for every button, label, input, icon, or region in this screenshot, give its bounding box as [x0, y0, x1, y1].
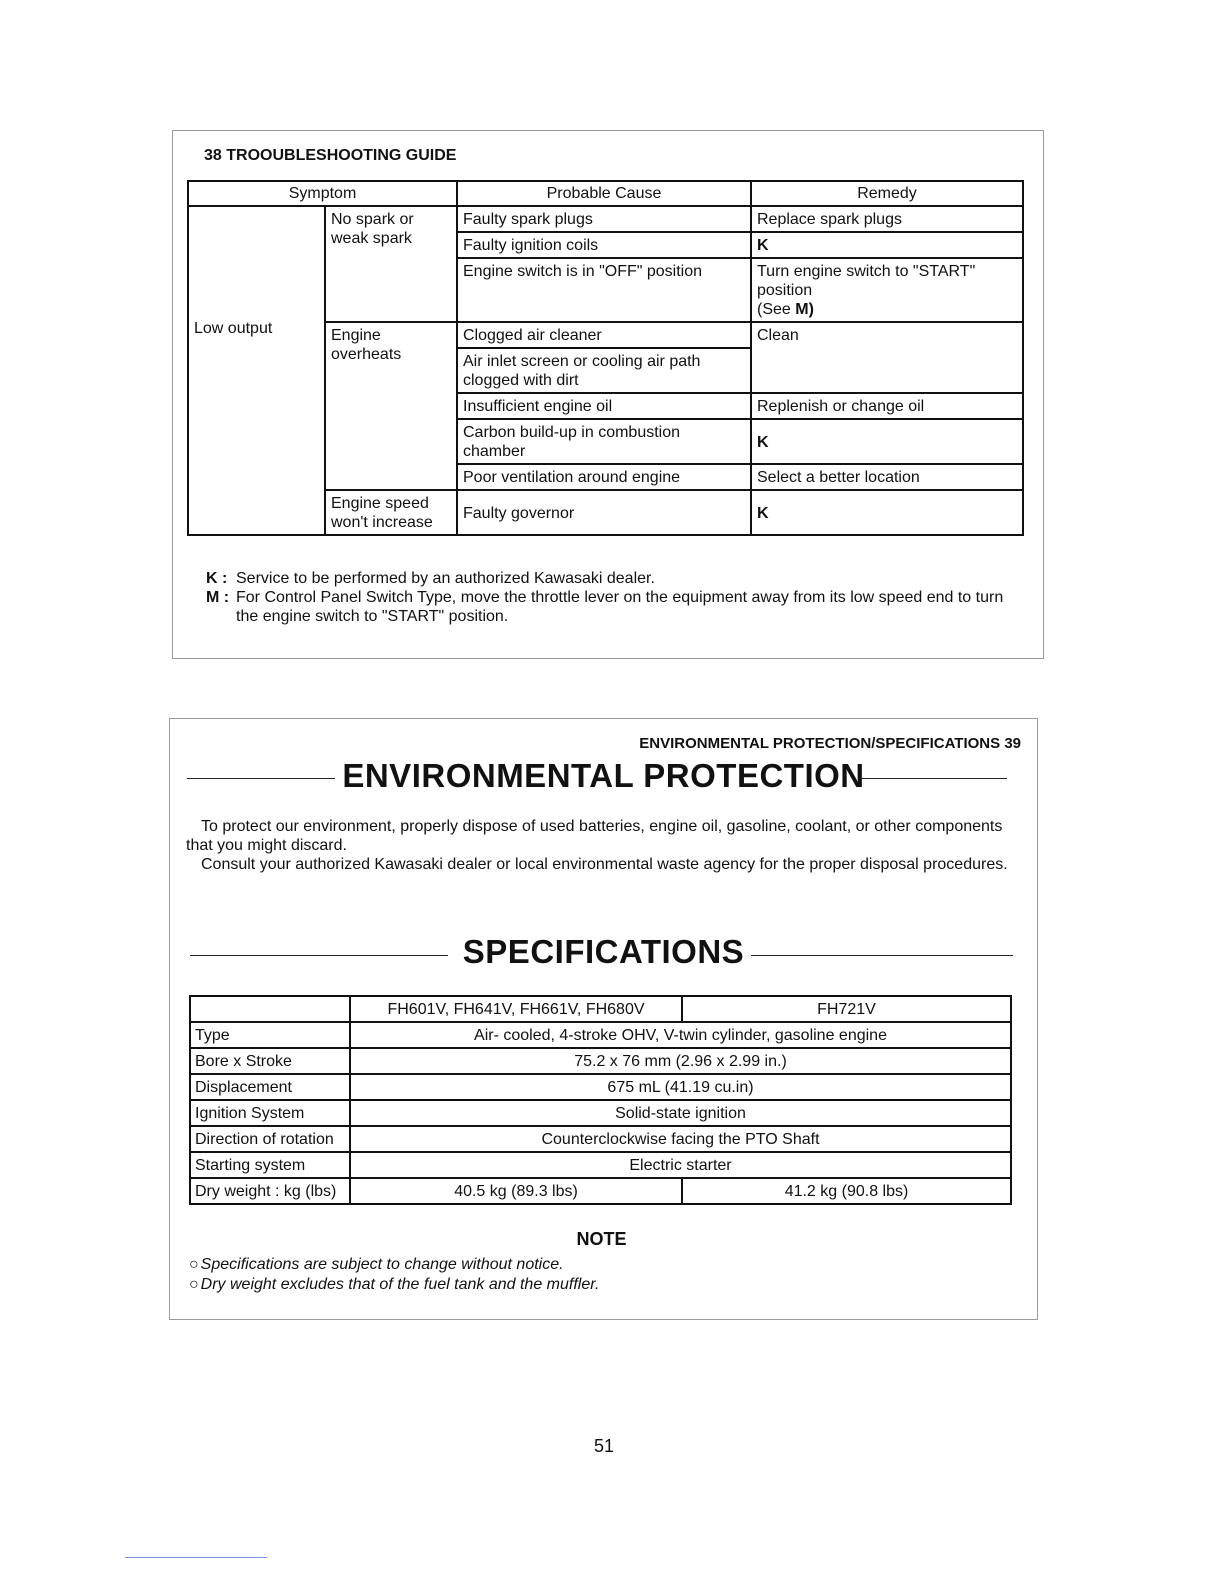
env-text	[186, 817, 1016, 874]
remedy-better-location: Select a better location	[751, 464, 1023, 490]
env-specs-panel	[169, 718, 1038, 1320]
table-row	[190, 1074, 1011, 1100]
title-rule-right	[859, 778, 1007, 779]
blank-header-cell	[190, 996, 350, 1022]
spec-value: Solid-state ignition	[350, 1100, 1011, 1126]
table-row	[190, 1126, 1011, 1152]
remedy-turn-switch-cell	[751, 258, 1023, 322]
note-item	[189, 1275, 599, 1295]
page-number: 51	[594, 1436, 615, 1456]
table-row	[190, 1178, 1011, 1204]
header-symptom: Symptom	[188, 181, 457, 206]
symptom-no-spark: No spark or weak spark	[325, 206, 457, 322]
cause-poor-ventilation: Poor ventilation around engine	[457, 464, 751, 490]
symptom-overheats: Engine overheats	[325, 322, 457, 490]
note-list	[189, 1255, 599, 1295]
spec-label: Type	[190, 1022, 350, 1048]
see-m-prefix: (See	[757, 301, 796, 318]
spec-value: 40.5 kg (89.3 lbs)	[350, 1178, 682, 1204]
table-header-row	[190, 996, 1011, 1022]
remedy-dealer-k: K	[751, 232, 1023, 258]
spec-label: Ignition System	[190, 1100, 350, 1126]
table-header-row	[188, 181, 1023, 206]
remedy-clean: Clean	[751, 322, 1023, 393]
note-m	[206, 588, 1026, 626]
cause-faulty-governor: Faulty governor	[457, 490, 751, 535]
header-probable-cause: Probable Cause	[457, 181, 751, 206]
env-paragraph-2: Consult your authorized Kawasaki dealer or local environmental waste agency for the proper disposal procedures.	[201, 856, 1008, 873]
env-paragraph-1: To protect our environment, properly dispose of used batteries, engine oil, gasoline, coolant, or other components that you might discard.	[186, 818, 1003, 854]
spec-value: 675 mL (41.19 cu.in)	[350, 1074, 1011, 1100]
note-text: Specifications are subject to change without notice.	[200, 1256, 564, 1273]
table-row	[188, 206, 1023, 232]
troubleshooting-table	[187, 180, 1024, 536]
env-title: ENVIRONMENTAL PROTECTION	[342, 757, 865, 794]
note-item	[189, 1255, 599, 1275]
see-m-key: M	[795, 301, 809, 318]
note-k	[206, 569, 1026, 588]
specs-title: SPECIFICATIONS	[462, 933, 745, 970]
spec-value: Air- cooled, 4-stroke OHV, V-twin cylinder, gasoline engine	[350, 1022, 1011, 1048]
symptom-category-cell	[188, 206, 325, 535]
remedy-dealer-k: K	[751, 419, 1023, 464]
cause-switch-off: Engine switch is in "OFF" position	[457, 258, 751, 322]
model-group-2: FH721V	[682, 996, 1011, 1022]
spec-label: Dry weight : kg (lbs)	[190, 1178, 350, 1204]
note-text: Dry weight excludes that of the fuel tank and the muffler.	[200, 1276, 600, 1293]
spec-value: 41.2 kg (90.8 lbs)	[682, 1178, 1011, 1204]
note-text: Service to be performed by an authorized Kawasaki dealer.	[236, 570, 655, 587]
model-group-1: FH601V, FH641V, FH661V, FH680V	[350, 996, 682, 1022]
symptom-speed: Engine speed won't increase	[325, 490, 457, 535]
note-key: K :	[206, 570, 228, 587]
table-row	[190, 1022, 1011, 1048]
cause-insufficient-oil: Insufficient engine oil	[457, 393, 751, 419]
header-remedy: Remedy	[751, 181, 1023, 206]
running-header: ENVIRONMENTAL PROTECTION/SPECIFICATIONS 39	[639, 735, 1021, 752]
table-row	[190, 1100, 1011, 1126]
table-row	[190, 1048, 1011, 1074]
remedy-replace-plugs: Replace spark plugs	[751, 206, 1023, 232]
specifications-table	[189, 995, 1012, 1205]
specs-rule-right	[751, 955, 1013, 956]
note-text: For Control Panel Switch Type, move the throttle lever on the equipment away from its low speed end to turn the engine switch to "START" position.	[236, 589, 1004, 625]
remedy-dealer-k: K	[751, 490, 1023, 535]
circle-bullet-icon: ○	[189, 1276, 199, 1293]
circle-bullet-icon: ○	[189, 1256, 199, 1273]
cause-faulty-plugs: Faulty spark plugs	[457, 206, 751, 232]
troubleshooting-title: 38 TROOUBLESHOOTING GUIDE	[204, 147, 457, 164]
note-title: NOTE	[576, 1229, 627, 1249]
spec-value: Electric starter	[350, 1152, 1011, 1178]
cause-faulty-coils: Faulty ignition coils	[457, 232, 751, 258]
cause-carbon-buildup: Carbon build-up in combustion chamber	[457, 419, 751, 464]
troubleshooting-panel	[172, 130, 1044, 659]
spec-label: Starting system	[190, 1152, 350, 1178]
spec-label: Displacement	[190, 1074, 350, 1100]
spec-label: Direction of rotation	[190, 1126, 350, 1152]
decorative-line	[125, 1557, 267, 1558]
remedy-replenish-oil: Replenish or change oil	[751, 393, 1023, 419]
see-m-suffix: )	[808, 301, 814, 318]
spec-value: 75.2 x 76 mm (2.96 x 2.99 in.)	[350, 1048, 1011, 1074]
spec-label: Bore x Stroke	[190, 1048, 350, 1074]
cause-clogged-air-cleaner: Clogged air cleaner	[457, 322, 751, 348]
note-key: M :	[206, 589, 230, 606]
remedy-turn-switch: Turn engine switch to "START" position	[757, 263, 976, 299]
spec-value: Counterclockwise facing the PTO Shaft	[350, 1126, 1011, 1152]
table-row	[190, 1152, 1011, 1178]
troubleshooting-notes	[206, 569, 1026, 626]
symptom-low-output: Low output	[194, 320, 273, 337]
cause-air-inlet: Air inlet screen or cooling air path clogged with dirt	[457, 348, 751, 393]
